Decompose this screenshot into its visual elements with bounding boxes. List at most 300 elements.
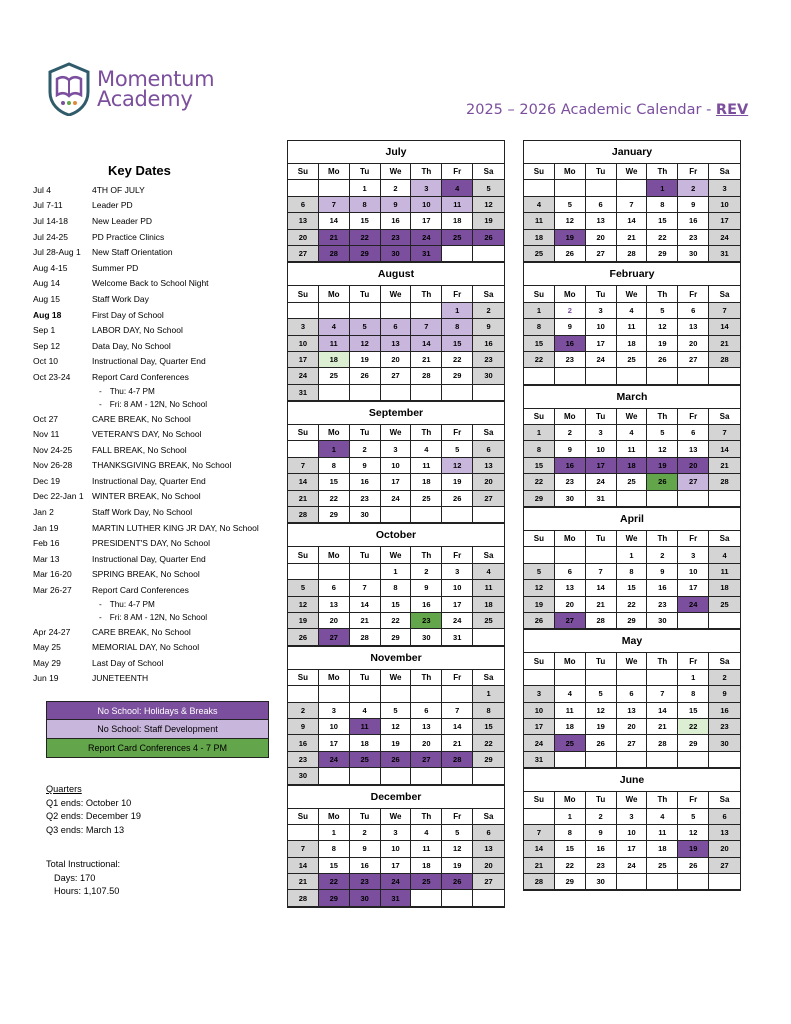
calendar-day: 18	[473, 597, 504, 613]
key-date-event: FALL BREAK, No School	[92, 444, 187, 455]
key-date-event: SPRING BREAK, No School	[92, 569, 200, 580]
key-date-date: Feb 16	[33, 538, 60, 549]
key-date-row	[33, 504, 283, 520]
key-date-row	[33, 244, 283, 260]
weekday-header: Mo	[319, 164, 350, 180]
weekday-header: Tu	[350, 425, 381, 441]
weekday-header: Mo	[319, 670, 350, 686]
key-date-row	[33, 213, 283, 229]
key-date-date: Jul 7-11	[33, 200, 63, 211]
weekday-header: We	[617, 409, 648, 425]
calendar-empty-cell	[586, 670, 617, 686]
calendar-day: 29	[555, 874, 586, 890]
calendar-empty-cell	[411, 686, 442, 702]
key-date-date: Mar 13	[33, 553, 60, 564]
weekday-header: Sa	[709, 792, 740, 808]
key-date-date: Mar 26-27	[33, 585, 72, 596]
calendar-day: 21	[288, 491, 319, 507]
calendar-day: 14	[319, 213, 350, 229]
key-date-event: THANKSGIVING BREAK, No School	[92, 460, 232, 471]
calendar-day: 28	[288, 507, 319, 523]
calendar-day: 8	[381, 580, 412, 596]
calendar-day: 4	[350, 703, 381, 719]
weekday-header: We	[381, 164, 412, 180]
q1-end: Q1 ends: October 10	[46, 797, 132, 808]
calendar-day: 28	[350, 629, 381, 645]
key-date-event: CARE BREAK, No School	[92, 413, 191, 424]
calendar-day: 16	[350, 474, 381, 490]
key-date-event: WINTER BREAK, No School	[92, 491, 201, 502]
calendar-empty-cell	[288, 180, 319, 196]
key-date-row	[33, 489, 283, 505]
calendar-day: 23	[555, 474, 586, 490]
calendar-day: 11	[555, 703, 586, 719]
calendar-empty-cell	[555, 180, 586, 196]
calendar-day: 1	[617, 547, 648, 563]
calendar-empty-cell	[586, 752, 617, 768]
logo-line-2: Academy	[97, 87, 193, 111]
calendar-day: 11	[617, 319, 648, 335]
calendar-empty-cell	[647, 670, 678, 686]
weekday-header: Sa	[473, 425, 504, 441]
calendar-day: 9	[411, 580, 442, 596]
calendar-day: 17	[381, 858, 412, 874]
month-name: March	[524, 386, 740, 409]
weekday-header: Mo	[555, 531, 586, 547]
calendar-empty-cell	[473, 768, 504, 784]
calendar-day: 9	[350, 458, 381, 474]
key-date-date: Jun 19	[33, 673, 59, 684]
calendar-day: 26	[524, 613, 555, 629]
key-date-date: Jul 4	[33, 184, 51, 195]
weekday-header: Sa	[709, 653, 740, 669]
calendar-day: 27	[411, 752, 442, 768]
weekday-header: Th	[411, 547, 442, 563]
weekday-header: Tu	[350, 286, 381, 302]
calendar-day: 15	[524, 458, 555, 474]
month-april	[523, 507, 741, 629]
calendar-day: 10	[381, 458, 412, 474]
calendar-day: 13	[473, 841, 504, 857]
calendar-day: 1	[350, 180, 381, 196]
month-grid	[524, 531, 740, 629]
calendar-day: 1	[647, 180, 678, 196]
key-date-row	[33, 182, 283, 198]
calendar-day: 12	[524, 580, 555, 596]
calendar-day: 7	[288, 841, 319, 857]
calendar-day: 20	[678, 458, 709, 474]
calendar-day: 8	[647, 197, 678, 213]
calendar-day: 13	[319, 597, 350, 613]
calendar-day: 13	[586, 213, 617, 229]
calendar-day: 18	[617, 458, 648, 474]
month-grid	[524, 792, 740, 890]
calendar-day: 3	[319, 703, 350, 719]
calendar-empty-cell	[411, 385, 442, 401]
calendar-day: 11	[617, 441, 648, 457]
weekday-header: Fr	[442, 670, 473, 686]
legend-holidays: No School: Holidays & Breaks	[46, 701, 269, 720]
calendar-day: 30	[555, 491, 586, 507]
calendar-day: 18	[555, 719, 586, 735]
calendar-empty-cell	[709, 613, 740, 629]
page-title	[466, 102, 748, 118]
weekday-header: Th	[411, 425, 442, 441]
calendar-day: 18	[524, 230, 555, 246]
weekday-header: Sa	[473, 809, 504, 825]
calendar-empty-cell	[350, 385, 381, 401]
calendar-day: 27	[381, 368, 412, 384]
weekday-header: Su	[524, 409, 555, 425]
calendar-day: 7	[617, 197, 648, 213]
calendar-day: 7	[442, 703, 473, 719]
key-date-subitem: - Fri: 8 AM - 12N, No School	[33, 398, 283, 411]
calendar-empty-cell	[678, 874, 709, 890]
legend-staff-development: No School: Staff Development	[46, 720, 269, 739]
weekday-header: Su	[524, 531, 555, 547]
calendar-day: 23	[350, 874, 381, 890]
calendar-day: 28	[617, 246, 648, 262]
calendar-day: 5	[288, 580, 319, 596]
calendar-day: 28	[319, 246, 350, 262]
calendar-day: 25	[473, 613, 504, 629]
calendar-empty-cell	[319, 768, 350, 784]
month-grid	[524, 653, 740, 768]
key-date-event: Last Day of School	[92, 657, 164, 668]
calendar-day: 17	[319, 735, 350, 751]
key-date-date: May 29	[33, 657, 61, 668]
calendar-day: 14	[350, 597, 381, 613]
calendar-day: 24	[709, 230, 740, 246]
calendar-day: 12	[555, 213, 586, 229]
calendar-day: 6	[473, 441, 504, 457]
calendar-day: 26	[473, 230, 504, 246]
key-date-event: Instructional Day, Quarter End	[92, 553, 206, 564]
calendar-day: 25	[617, 352, 648, 368]
calendar-empty-cell	[442, 890, 473, 906]
weekday-header: Su	[288, 425, 319, 441]
month-name: December	[288, 786, 504, 809]
calendar-day: 29	[473, 752, 504, 768]
calendar-day: 27	[555, 613, 586, 629]
calendar-day: 3	[709, 180, 740, 196]
calendar-day: 19	[647, 336, 678, 352]
calendar-day: 16	[647, 580, 678, 596]
calendar-empty-cell	[350, 564, 381, 580]
key-date-row	[33, 354, 283, 370]
calendar-day: 10	[319, 719, 350, 735]
calendar-day: 9	[288, 719, 319, 735]
key-date-event: Report Card Conferences	[92, 371, 189, 382]
calendar-day: 14	[709, 441, 740, 457]
calendar-empty-cell	[647, 368, 678, 384]
calendar-empty-cell	[411, 303, 442, 319]
key-date-date: May 25	[33, 642, 61, 653]
calendar-day: 16	[555, 336, 586, 352]
key-date-event: New Staff Orientation	[92, 247, 173, 258]
weekday-header: Su	[288, 164, 319, 180]
calendar-day: 2	[678, 180, 709, 196]
weekday-header: Su	[524, 653, 555, 669]
calendar-day: 17	[586, 458, 617, 474]
key-date-date: Dec 19	[33, 475, 60, 486]
calendar-empty-cell	[350, 768, 381, 784]
calendar-day: 3	[678, 547, 709, 563]
calendar-day: 24	[381, 491, 412, 507]
key-date-event: PD Practice Clinics	[92, 231, 165, 242]
month-november	[287, 646, 505, 785]
calendar-day: 28	[442, 752, 473, 768]
title-text: 2025 – 2026 Academic Calendar -	[466, 102, 716, 118]
calendar-day: 8	[524, 441, 555, 457]
calendar-day: 7	[288, 458, 319, 474]
key-date-event: MEMORIAL DAY, No School	[92, 642, 200, 653]
key-date-event: Summer PD	[92, 262, 139, 273]
calendar-day: 12	[381, 719, 412, 735]
calendar-day: 25	[411, 491, 442, 507]
weekday-header: Fr	[442, 425, 473, 441]
calendar-day: 27	[678, 352, 709, 368]
weekday-header: Fr	[678, 653, 709, 669]
calendar-day: 2	[411, 564, 442, 580]
calendar-day: 2	[647, 547, 678, 563]
calendar-empty-cell	[524, 670, 555, 686]
calendar-day: 26	[442, 874, 473, 890]
calendar-day: 23	[647, 597, 678, 613]
weekday-header: Th	[647, 531, 678, 547]
calendar-empty-cell	[617, 874, 648, 890]
calendar-day: 29	[319, 890, 350, 906]
calendar-day: 13	[288, 213, 319, 229]
calendar-day: 26	[647, 474, 678, 490]
weekday-header: Mo	[555, 409, 586, 425]
weekday-header: Tu	[350, 164, 381, 180]
q3-end: Q3 ends: March 13	[46, 824, 125, 835]
key-date-subitem: - Thu: 4-7 PM	[33, 598, 283, 611]
calendar-day: 4	[524, 197, 555, 213]
calendar-day: 31	[709, 246, 740, 262]
calendar-day: 4	[555, 686, 586, 702]
calendar-day: 19	[350, 352, 381, 368]
calendar-day: 7	[411, 319, 442, 335]
month-grid	[288, 547, 504, 645]
legend-conferences: Report Card Conferences 4 - 7 PM	[46, 739, 269, 758]
calendar-day: 28	[709, 474, 740, 490]
calendar-day: 3	[524, 686, 555, 702]
calendar-day: 19	[442, 858, 473, 874]
calendar-day: 9	[473, 319, 504, 335]
calendar-day: 8	[442, 319, 473, 335]
calendar-day: 27	[617, 735, 648, 751]
calendar-day: 26	[678, 858, 709, 874]
weekday-header: Fr	[442, 809, 473, 825]
key-date-event: PRESIDENT'S DAY, No School	[92, 538, 210, 549]
calendar-day: 20	[617, 719, 648, 735]
calendar-empty-cell	[647, 491, 678, 507]
total-days: Days: 170	[54, 872, 96, 883]
weekday-header: Su	[524, 164, 555, 180]
calendar-empty-cell	[709, 491, 740, 507]
calendar-day: 15	[617, 580, 648, 596]
calendar-day: 14	[647, 703, 678, 719]
rev-label: REV	[715, 102, 749, 118]
calendar-day: 21	[411, 352, 442, 368]
key-date-row	[33, 322, 283, 338]
calendar-day: 30	[678, 246, 709, 262]
calendar-day: 27	[473, 874, 504, 890]
weekday-header: Mo	[319, 425, 350, 441]
key-date-date: Jul 14-18	[33, 215, 68, 226]
weekday-header: Su	[288, 286, 319, 302]
calendar-day: 2	[709, 670, 740, 686]
key-date-date: Dec 22-Jan 1	[33, 491, 84, 502]
calendar-empty-cell	[709, 368, 740, 384]
weekday-header: We	[381, 425, 412, 441]
calendar-day: 1	[524, 425, 555, 441]
calendar-day: 2	[473, 303, 504, 319]
month-september	[287, 401, 505, 523]
calendar-day: 27	[709, 858, 740, 874]
weekday-header: Sa	[709, 409, 740, 425]
calendar-day: 21	[524, 858, 555, 874]
calendar-empty-cell	[555, 670, 586, 686]
key-date-event: New Leader PD	[92, 215, 153, 226]
calendar-empty-cell	[678, 368, 709, 384]
calendar-day: 29	[442, 368, 473, 384]
calendar-day: 16	[381, 213, 412, 229]
calendar-day: 21	[709, 458, 740, 474]
weekday-header: Th	[411, 164, 442, 180]
calendar-day: 10	[381, 841, 412, 857]
weekday-header: Mo	[319, 809, 350, 825]
calendar-day: 15	[555, 841, 586, 857]
key-date-row	[33, 582, 283, 598]
calendar-empty-cell	[381, 303, 412, 319]
weekday-header: We	[617, 792, 648, 808]
key-date-date: Sep 1	[33, 325, 56, 336]
calendar-day: 13	[617, 703, 648, 719]
calendar-day: 30	[350, 890, 381, 906]
calendar-day: 20	[678, 336, 709, 352]
calendar-empty-cell	[617, 180, 648, 196]
key-date-row	[33, 639, 283, 655]
calendar-day: 3	[288, 319, 319, 335]
calendar-day: 23	[678, 230, 709, 246]
calendar-day: 23	[555, 352, 586, 368]
key-date-date: Nov 11	[33, 429, 60, 440]
calendar-empty-cell	[678, 613, 709, 629]
calendar-day: 9	[555, 319, 586, 335]
calendar-day: 21	[319, 230, 350, 246]
calendar-empty-cell	[381, 768, 412, 784]
weekday-header: We	[617, 531, 648, 547]
calendar-day: 16	[473, 336, 504, 352]
month-february	[523, 262, 741, 384]
calendar-day: 21	[617, 230, 648, 246]
calendar-day: 7	[709, 425, 740, 441]
calendar-empty-cell	[617, 368, 648, 384]
weekday-header: Tu	[350, 547, 381, 563]
calendar-day: 29	[678, 735, 709, 751]
calendar-day: 31	[586, 491, 617, 507]
weekday-header: Fr	[678, 164, 709, 180]
calendar-day: 16	[709, 703, 740, 719]
calendar-day: 25	[709, 597, 740, 613]
calendar-day: 7	[586, 564, 617, 580]
weekday-header: Th	[647, 164, 678, 180]
calendar-day: 6	[381, 319, 412, 335]
calendar-day: 24	[678, 597, 709, 613]
calendar-day: 9	[586, 825, 617, 841]
weekday-header: Fr	[678, 286, 709, 302]
calendar-day: 22	[555, 858, 586, 874]
calendar-day: 6	[709, 809, 740, 825]
month-name: May	[524, 630, 740, 653]
calendar-empty-cell	[319, 385, 350, 401]
calendar-day: 5	[678, 809, 709, 825]
calendar-day: 25	[647, 858, 678, 874]
calendar-day: 9	[709, 686, 740, 702]
key-date-event: 4TH OF JULY	[92, 184, 145, 195]
weekday-header: Mo	[555, 164, 586, 180]
month-grid	[288, 164, 504, 262]
calendar-day: 18	[350, 735, 381, 751]
calendar-day: 2	[586, 809, 617, 825]
calendar-day: 5	[442, 825, 473, 841]
calendar-day: 12	[473, 197, 504, 213]
month-grid	[288, 425, 504, 523]
calendar-day: 29	[319, 507, 350, 523]
calendar-empty-cell	[617, 491, 648, 507]
calendar-day: 7	[709, 303, 740, 319]
calendar-day: 21	[350, 613, 381, 629]
month-october	[287, 523, 505, 645]
weekday-header: Sa	[473, 286, 504, 302]
calendar-empty-cell	[319, 303, 350, 319]
calendar-day: 15	[678, 703, 709, 719]
calendar-day: 29	[617, 613, 648, 629]
calendar-day: 27	[678, 474, 709, 490]
calendar-day: 22	[442, 352, 473, 368]
calendar-empty-cell	[288, 686, 319, 702]
quarters-block	[46, 783, 141, 837]
weekday-header: Th	[647, 653, 678, 669]
calendar-day: 22	[319, 491, 350, 507]
calendar-empty-cell	[350, 303, 381, 319]
calendar-day: 28	[647, 735, 678, 751]
weekday-header: Th	[647, 409, 678, 425]
calendar-day: 29	[381, 629, 412, 645]
month-august	[287, 262, 505, 401]
calendar-day: 1	[319, 441, 350, 457]
calendar-day: 29	[350, 246, 381, 262]
calendar-day: 24	[524, 735, 555, 751]
calendar-day: 9	[647, 564, 678, 580]
calendar-day: 10	[678, 564, 709, 580]
calendar-day: 24	[411, 230, 442, 246]
weekday-header: Su	[524, 286, 555, 302]
key-date-event: Instructional Day, Quarter End	[92, 356, 206, 367]
calendar-day: 1	[473, 686, 504, 702]
calendar-day: 27	[288, 246, 319, 262]
weekday-header: Fr	[442, 164, 473, 180]
weekday-header: Sa	[709, 531, 740, 547]
calendar-day: 26	[586, 735, 617, 751]
weekday-header: We	[381, 286, 412, 302]
key-date-row	[33, 276, 283, 292]
calendar-day: 4	[411, 825, 442, 841]
key-date-row	[33, 307, 283, 323]
